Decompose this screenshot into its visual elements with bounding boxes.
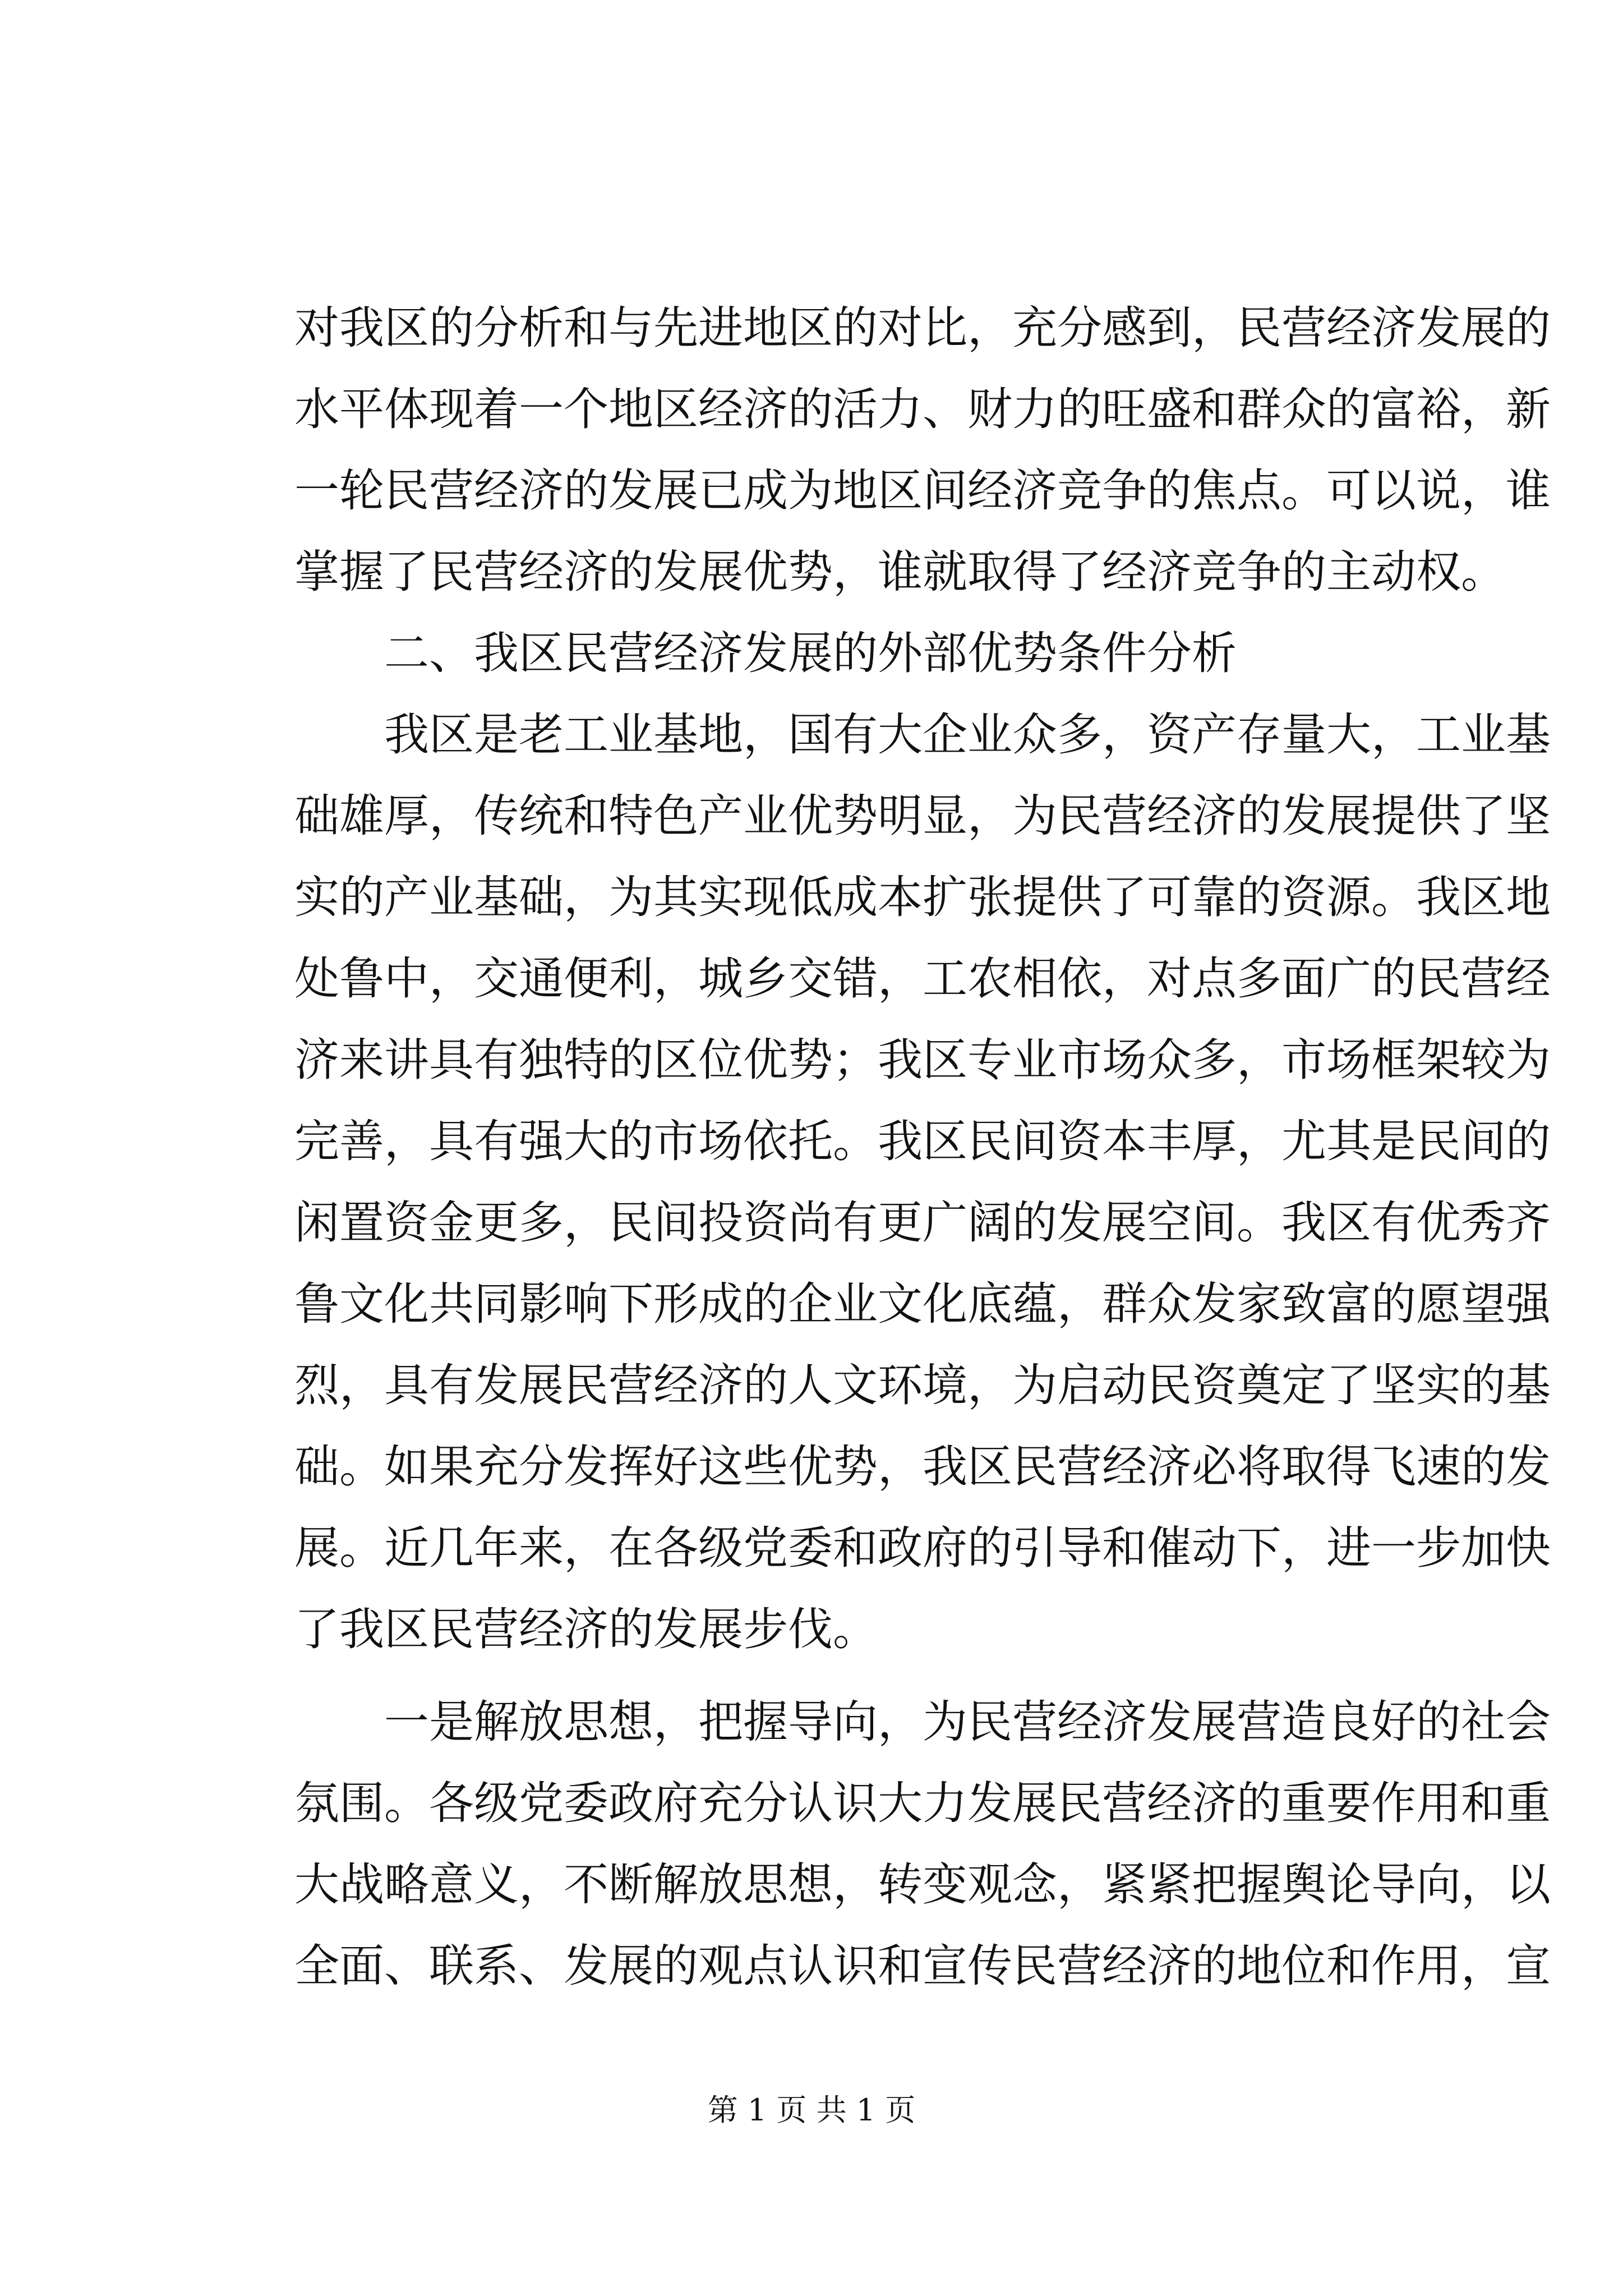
section-heading: 二、我区民营经济发展的外部优势条件分析 [384, 627, 1237, 679]
text-line: 济来讲具有独特的区位优势；我区专业市场众多，市场框架较为 [294, 1034, 1551, 1086]
text-line: 氛围。各级党委政府充分认识大力发展民营经济的重要作用和重 [294, 1777, 1551, 1829]
paragraph-start: 一是解放思想，把握导向，为民营经济发展营造良好的社会 [384, 1696, 1551, 1748]
text-line: 全面、联系、发展的观点认识和宣传民营经济的地位和作用，宣 [294, 1940, 1551, 1992]
text-line: 实的产业基础，为其实现低成本扩张提供了可靠的资源。我区地 [294, 871, 1551, 923]
text-line: 展。近几年来，在各级党委和政府的引导和催动下，进一步加快 [294, 1522, 1551, 1574]
text-line: 一轮民营经济的发展已成为地区间经济竞争的焦点。可以说，谁 [294, 464, 1551, 517]
text-line: 对我区的分析和与先进地区的对比，充分感到，民营经济发展的 [294, 302, 1551, 354]
text-line: 完善，具有强大的市场依托。我区民间资本丰厚，尤其是民间的 [294, 1115, 1551, 1167]
body-text [294, 295, 1551, 2033]
text-line: 掌握了民营经济的发展优势，谁就取得了经济竞争的主动权。 [294, 546, 1506, 598]
text-line: 烈，具有发展民营经济的人文环境，为启动民资奠定了坚实的基 [294, 1359, 1551, 1411]
text-line: 础。如果充分发挥好这些优势，我区民营经济必将取得飞速的发 [294, 1441, 1551, 1493]
text-line: 大战略意义，不断解放思想，转变观念，紧紧把握舆论导向，以 [294, 1858, 1551, 1911]
text-line: 础雄厚，传统和特色产业优势明显，为民营经济的发展提供了坚 [294, 790, 1551, 842]
page-footer: 第 1 页 共 1 页 [707, 2092, 916, 2128]
text-line: 水平体现着一个地区经济的活力、财力的旺盛和群众的富裕，新 [294, 383, 1551, 435]
text-line: 了我区民营经济的发展步伐。 [294, 1603, 878, 1655]
text-line: 闲置资金更多，民间投资尚有更广阔的发展空间。我区有优秀齐 [294, 1197, 1551, 1249]
paragraph-start: 我区是老工业基地，国有大企业众多，资产存量大，工业基 [384, 708, 1551, 761]
text-line: 处鲁中，交通便利，城乡交错，工农相依，对点多面广的民营经 [294, 953, 1551, 1005]
text-line: 鲁文化共同影响下形成的企业文化底蕴，群众发家致富的愿望强 [294, 1278, 1551, 1330]
